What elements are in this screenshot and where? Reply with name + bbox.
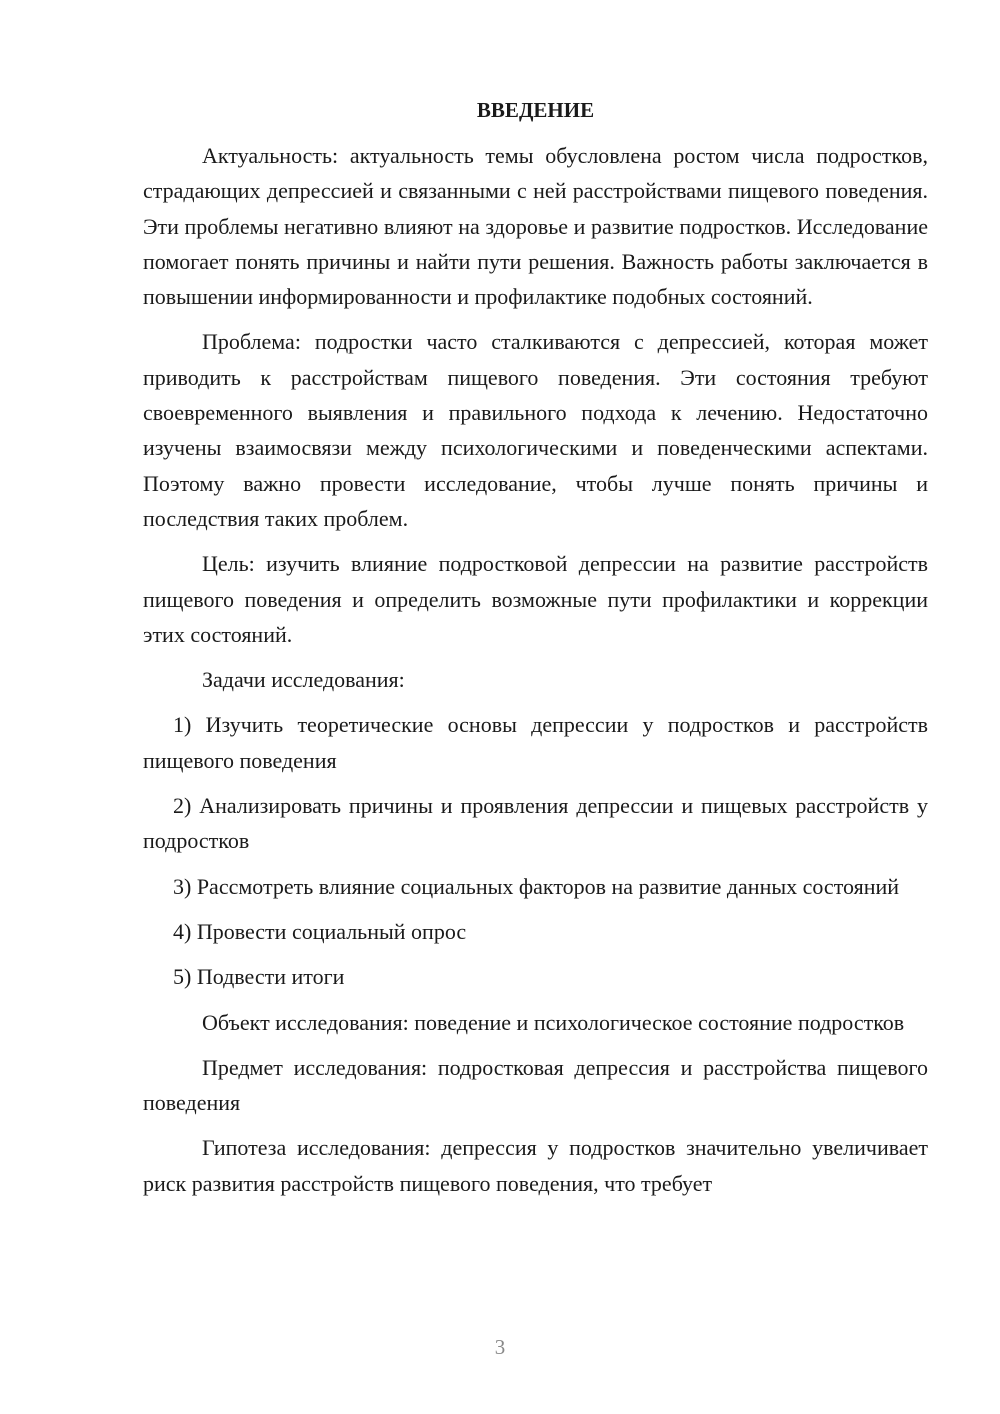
paragraph-relevance: Актуальность: актуальность темы обусловлена ростом числа подростков, страдающих депрессией и связанными с ней расстройствами пищевого поведения. Эти проблемы негативно влияют на здоровье и развитие подростков. Исследование помогает понять причины и найти пути решения. Важность работы заключается в повышении информированности и профилактике подобных состояний.	[143, 143, 928, 310]
paragraph-problem: Проблема: подростки часто сталкиваются с депрессией, которая может приводить к расстройствам пищевого поведения. Эти состояния требуют своевременного выявления и правильного подхода к лечению. Недостаточно изучены взаимосвязи между психологическими и поведенческими аспектами. Поэтому важно провести исследование, чтобы лучше понять причины и последствия таких проблем.	[143, 329, 928, 531]
task-item-5: 5) Подвести итоги	[173, 964, 345, 990]
paragraph-goal: Цель: изучить влияние подростковой депрессии на развитие расстройств пищевого поведения и определить возможные пути профилактики и коррекции этих состояний.	[143, 551, 928, 647]
paragraph-subject: Предмет исследования: подростковая депрессия и расстройства пищевого поведения	[143, 1054, 928, 1116]
task-item-1: 1) Изучить теоретические основы депрессии у подростков и расстройств пищевого поведения	[143, 712, 928, 773]
page-number: 3	[494, 1335, 506, 1359]
document-page	[143, 92, 928, 1211]
task-item-3: 3) Рассмотреть влияние социальных факторов на развитие данных состояний	[173, 873, 900, 899]
task-item-2: 2) Анализировать причины и проявления депрессии и пищевых расстройств у подростков	[143, 793, 928, 854]
paragraph-object: Объект исследования: поведение и психологическое состояние подростков	[202, 1009, 905, 1035]
page-title: ВВЕДЕНИЕ	[476, 98, 595, 122]
tasks-heading: Задачи исследования:	[202, 667, 405, 693]
task-item-4: 4) Провести социальный опрос	[173, 918, 467, 944]
paragraph-hypothesis: Гипотеза исследования: депрессия у подростков значительно увеличивает риск развития расстройств пищевого поведения, что требует	[143, 1135, 928, 1196]
